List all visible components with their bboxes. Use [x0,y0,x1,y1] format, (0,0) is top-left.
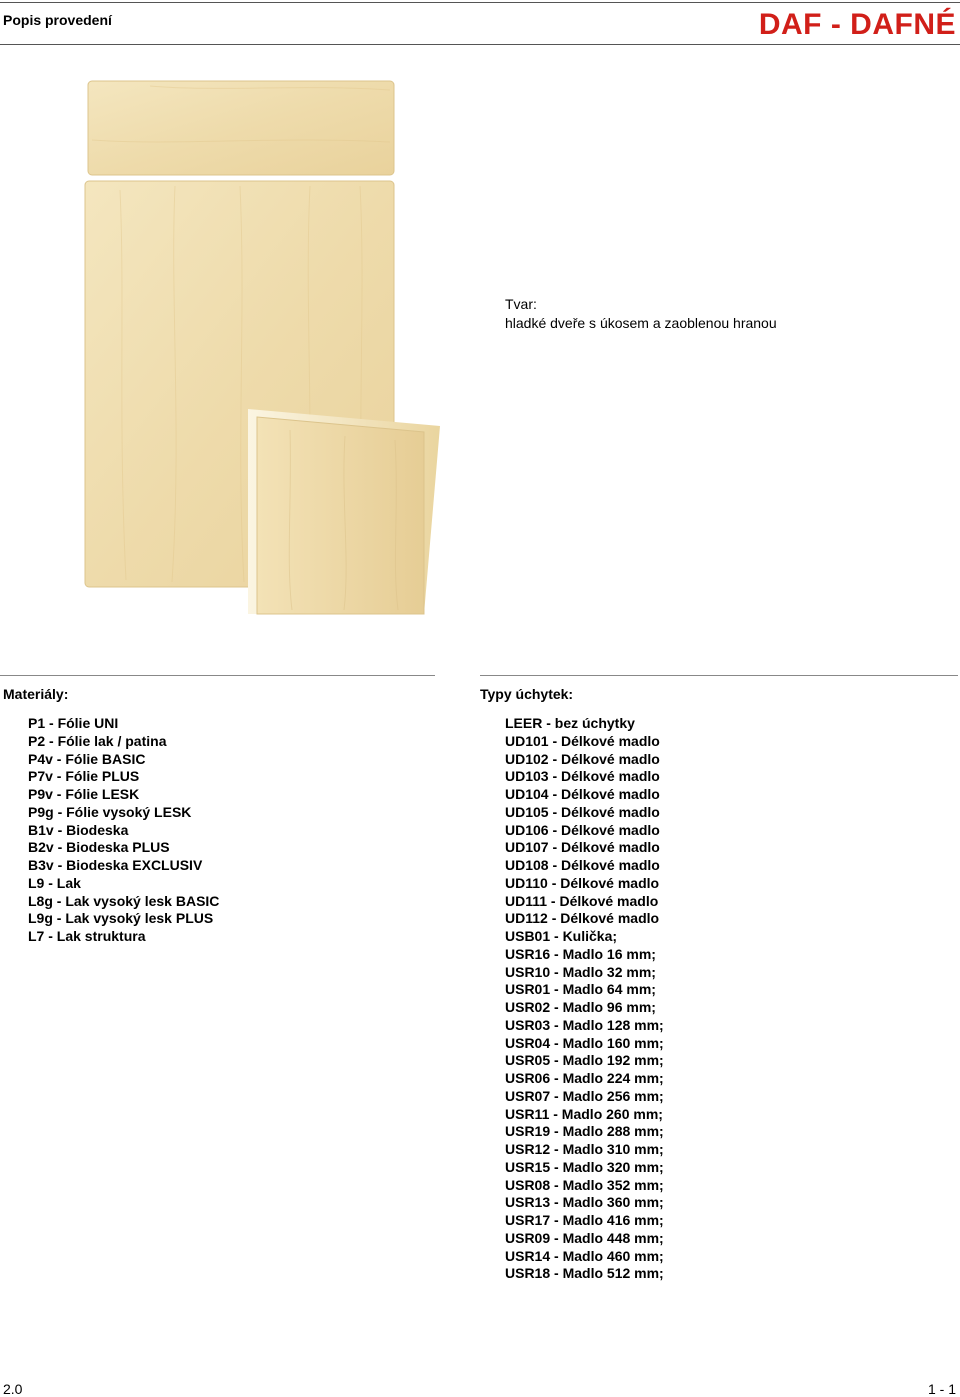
material-item: B3v - Biodeska EXCLUSIV [28,857,203,873]
handle-type-item: USR02 - Madlo 96 mm; [505,999,656,1015]
door-product-image [0,0,960,640]
handles-title: Typy úchytek: [480,686,574,702]
handle-type-item: USR14 - Madlo 460 mm; [505,1247,664,1264]
material-item: P7v - Fólie PLUS [28,768,140,785]
handle-type-item: USR17 - Madlo 416 mm; [505,1212,664,1228]
handle-type-item: UD112 - Délkové madlo [505,910,660,927]
section-divider-left [0,675,435,676]
handle-type-item: UD101 - Délkové madlo [505,732,660,749]
material-item: P2 - Fólie lak / patina [28,732,167,749]
handle-type-item: USR12 - Madlo 310 mm; [505,1141,664,1157]
materials-list [28,715,219,946]
shape-label: Tvar: [505,296,537,312]
handle-type-item: UD108 - Délkové madlo [505,857,660,873]
footer-page-number: 1 - 1 [927,1381,956,1397]
material-item: B2v - Biodeska PLUS [28,839,170,856]
material-item: L9g - Lak vysoký lesk PLUS [28,910,214,927]
handle-type-item: USR19 - Madlo 288 mm; [505,1123,664,1140]
section-label: Popis provedení [3,12,112,28]
handle-type-item: UD110 - Délkové madlo [505,874,660,891]
product-title: DAF - DAFNÉ [758,8,956,41]
handle-type-item: USR05 - Madlo 192 mm; [505,1052,664,1069]
handle-type-item: UD102 - Délkové madlo [505,750,660,767]
material-item: L7 - Lak struktura [28,928,146,944]
handle-type-item: LEER - bez úchytky [505,715,635,731]
handle-type-item: USR06 - Madlo 224 mm; [505,1070,664,1086]
material-item: P1 - Fólie UNI [28,715,119,731]
shape-description: hladké dveře s úkosem a zaoblenou hranou [505,315,777,331]
material-item: B1v - Biodeska [28,821,129,838]
handle-type-item: USR08 - Madlo 352 mm; [505,1176,664,1193]
footer-version: 2.0 [3,1381,23,1397]
handle-type-item: USR13 - Madlo 360 mm; [505,1194,664,1211]
handle-type-item: USR15 - Madlo 320 mm; [505,1158,664,1175]
handle-type-item: USR10 - Madlo 32 mm; [505,963,656,980]
handle-type-item: UD107 - Délkové madlo [505,839,660,856]
material-item: L8g - Lak vysoký lesk BASIC [28,892,220,909]
handle-type-item: UD103 - Délkové madlo [505,768,660,785]
material-item: L9 - Lak [28,874,81,891]
material-item: P4v - Fólie BASIC [28,750,146,767]
handle-type-item: USB01 - Kulička; [505,928,618,944]
material-item: P9v - Fólie LESK [28,786,140,802]
materials-title: Materiály: [3,686,69,702]
door-drawer-panel [88,81,394,175]
section-divider-right [480,675,958,676]
handle-type-item: UD106 - Délkové madlo [505,821,660,838]
handle-type-item: USR09 - Madlo 448 mm; [505,1229,664,1246]
handle-type-item: USR01 - Madlo 64 mm; [505,981,656,998]
material-item: P9g - Fólie vysoký LESK [28,803,192,820]
handle-type-item: USR11 - Madlo 260 mm; [505,1105,663,1122]
handle-type-item: UD104 - Délkové madlo [505,786,660,802]
handle-type-item: UD105 - Délkové madlo [505,803,660,820]
handle-type-item: UD111 - Délkové madlo [505,892,659,909]
handle-type-item: USR16 - Madlo 16 mm; [505,945,656,962]
handle-type-item: USR04 - Madlo 160 mm; [505,1034,664,1051]
handle-type-item: USR03 - Madlo 128 mm; [505,1016,664,1033]
handles-list [505,715,664,1283]
handle-type-item: USR18 - Madlo 512 mm; [505,1265,664,1282]
handle-type-item: USR07 - Madlo 256 mm; [505,1087,664,1104]
shape-description-block [505,295,777,333]
